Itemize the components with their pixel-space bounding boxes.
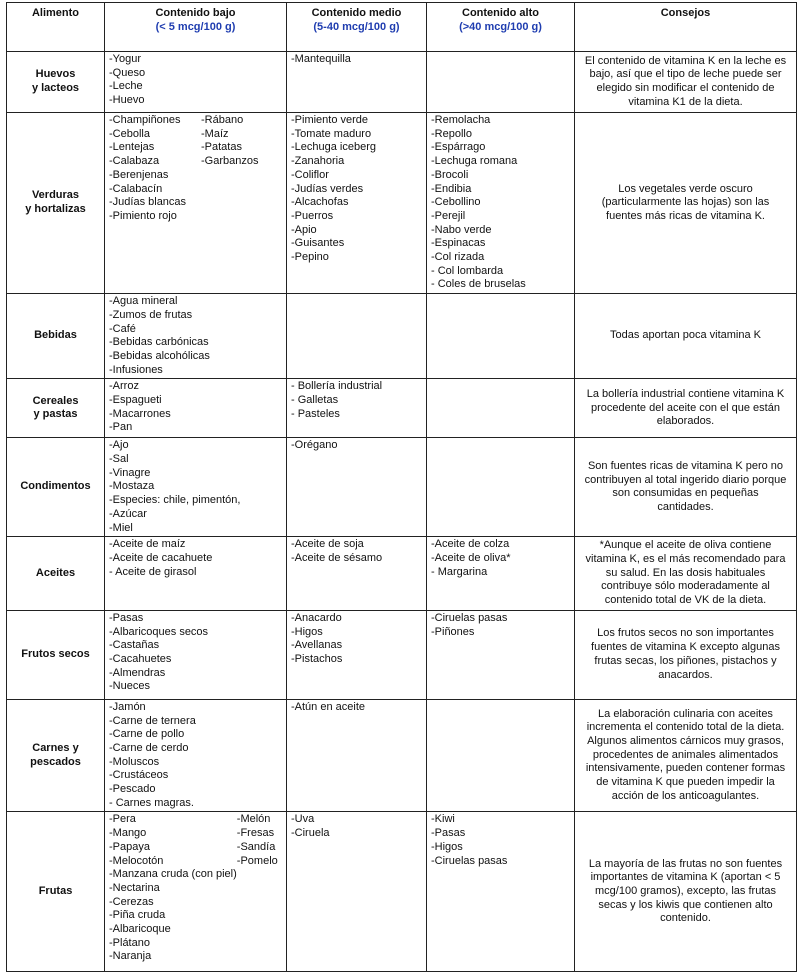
list-item: -Pescado: [109, 783, 156, 796]
list-item: -Cebolla: [109, 127, 150, 140]
list-item: -Plátano: [109, 936, 150, 949]
list-item: -Albaricoque: [109, 923, 171, 936]
list-item: -Jamón: [109, 700, 146, 713]
list-item: -Piña cruda: [109, 909, 166, 922]
food-category-line: y hortalizas: [25, 203, 86, 216]
list-item: -Remolacha: [431, 114, 491, 126]
list-item: -Mostaza: [109, 480, 155, 493]
high-content-cell: [427, 52, 575, 113]
medium-content-cell: [287, 537, 427, 611]
food-category-line: Verduras: [31, 189, 80, 202]
list-item: -Agua mineral: [109, 295, 178, 308]
list-item: -Pasas: [431, 827, 466, 840]
medium-content-cell: [287, 52, 427, 113]
high-content-cell: [427, 537, 575, 611]
list-item: -Vinagre: [109, 466, 151, 479]
list-item: -Espárrago: [431, 141, 486, 154]
low-content-cell: [105, 812, 287, 972]
list-item: -Pimiento rojo: [109, 209, 177, 222]
table-row: [7, 537, 797, 611]
advice-cell: *Aunque el aceite de oliva contiene vitamina K, es el más recomendado para su salud. En las dosis habituales contribuye sólo moderadamente al contenido total de VK de la dieta.: [575, 537, 797, 611]
high-content-cell: [427, 812, 575, 972]
medium-content-cell: [287, 699, 427, 812]
header-contenido-alto: Contenido alto (>40 mcg/100 g): [427, 3, 575, 52]
list-item: -Espagueti: [109, 394, 162, 407]
food-category-line: Frutos secos: [21, 647, 90, 660]
food-category-line: pescados: [30, 755, 81, 768]
list-item: -Naranja: [109, 950, 152, 963]
list-item: -Pera: [109, 813, 136, 826]
list-item: -Judías verdes: [291, 182, 364, 195]
list-item: -Nueces: [109, 680, 150, 693]
list-item: -Pomelo: [236, 854, 278, 867]
list-item: -Albaricoques secos: [109, 625, 209, 638]
list-item: -Bebidas carbónicas: [109, 336, 209, 349]
list-item: -Anacardo: [291, 611, 342, 624]
list-item: -Miel: [109, 521, 133, 534]
list-item: -Queso: [109, 66, 146, 79]
list-item: -Castañas: [109, 639, 160, 652]
list-item: -Mango: [109, 827, 147, 840]
list-item: -Aceite de sésamo: [291, 551, 383, 564]
low-content-cell: [105, 610, 287, 699]
list-item: -Tomate maduro: [291, 127, 372, 140]
high-content-cell: [427, 379, 575, 438]
high-content-cell: [427, 294, 575, 379]
list-item: -Carne de ternera: [109, 714, 196, 727]
list-item: -Calabaza: [109, 155, 160, 168]
list-item: -Higos: [291, 625, 323, 638]
medium-content-cell: [287, 812, 427, 972]
list-item: -Aceite de soja: [291, 538, 364, 551]
list-item: -Col rizada: [431, 251, 485, 264]
list-item: -Alcachofas: [291, 196, 349, 209]
food-category-line: Carnes y: [32, 741, 79, 754]
list-item: -Ciruelas pasas: [431, 611, 508, 624]
list-item: -Ciruelas pasas: [431, 854, 508, 867]
advice-cell: Son fuentes ricas de vitamina K pero no contribuyen al total ingerido diario porque son consumidas en pequeñas cantidades.: [575, 438, 797, 537]
list-item: -Pasas: [109, 611, 144, 624]
list-item: -Yogur: [109, 53, 142, 65]
table-row: [7, 610, 797, 699]
list-item: -Melón: [236, 813, 271, 826]
list-item: -Nectarina: [109, 881, 160, 894]
food-category-line: Huevos: [35, 68, 76, 81]
advice-cell: La bollería industrial contiene vitamina K procedente del aceite con el que están elaborados.: [575, 379, 797, 438]
list-item: -Lentejas: [109, 141, 155, 154]
list-item: -Rábano: [201, 114, 244, 126]
list-item: -Carne de cerdo: [109, 741, 189, 754]
list-item: -Judías blancas: [109, 196, 187, 209]
list-item: -Infusiones: [109, 363, 163, 376]
food-category: [7, 610, 105, 699]
list-item: - Pasteles: [291, 407, 340, 420]
list-item: -Patatas: [201, 141, 242, 154]
list-item: -Arroz: [109, 380, 139, 393]
list-item: -Coliflor: [291, 168, 329, 181]
list-item: -Zanahoria: [291, 155, 345, 168]
header-consejos: Consejos: [575, 3, 797, 52]
list-item: -Lechuga romana: [431, 155, 518, 168]
list-item: -Aceite de colza: [431, 538, 510, 551]
list-item: -Piñones: [431, 625, 475, 638]
low-content-cell: [105, 113, 287, 294]
list-item: -Manzana cruda (con piel): [109, 868, 237, 881]
list-item: -Avellanas: [291, 639, 343, 652]
list-item: -Espinacas: [431, 237, 486, 250]
range-medio: (5-40 mcg/100 g): [313, 20, 400, 33]
list-item: -Perejil: [431, 209, 466, 222]
list-item: -Calabacín: [109, 182, 163, 195]
list-item: -Champiñones: [109, 114, 181, 126]
high-content-cell: [427, 699, 575, 812]
list-item: -Ciruela: [291, 827, 330, 840]
table-row: [7, 699, 797, 812]
food-category-line: Cereales: [32, 394, 79, 407]
list-item: -Azúcar: [109, 507, 147, 520]
list-item: -Brocoli: [431, 168, 469, 181]
list-item: -Moluscos: [109, 755, 160, 768]
low-content-cell: [105, 294, 287, 379]
table-row: [7, 294, 797, 379]
low-content-cell: [105, 379, 287, 438]
medium-content-cell: [287, 294, 427, 379]
table-row: [7, 379, 797, 438]
low-content-cell: [105, 537, 287, 611]
list-item: - Aceite de girasol: [109, 565, 197, 578]
list-item: -Atún en aceite: [291, 700, 365, 713]
food-category: [7, 438, 105, 537]
medium-content-cell: [287, 438, 427, 537]
list-item: -Huevo: [109, 94, 145, 107]
food-category-line: y lacteos: [31, 82, 80, 94]
list-item: -Endibia: [431, 182, 472, 195]
food-category: [7, 812, 105, 972]
high-content-cell: [427, 113, 575, 294]
list-item: -Pan: [109, 421, 133, 434]
list-item: -Carne de pollo: [109, 728, 185, 741]
food-category-line: y pastas: [33, 408, 78, 421]
list-item: -Orégano: [291, 439, 338, 452]
medium-content-cell: [287, 113, 427, 294]
list-item: - Galletas: [291, 394, 339, 407]
food-category-line: Condimentos: [20, 480, 91, 493]
table-row: [7, 113, 797, 294]
vitamin-k-table: [6, 2, 797, 972]
food-category: [7, 294, 105, 379]
table-row: [7, 812, 797, 972]
advice-cell: Los vegetales verde oscuro (particularmente las hojas) son las fuentes más ricas de vitamina K.: [575, 113, 797, 294]
high-content-cell: [427, 438, 575, 537]
range-alto: (>40 mcg/100 g): [459, 20, 542, 33]
list-item: -Bebidas alcohólicas: [109, 349, 210, 362]
list-item: -Aceite de oliva*: [431, 551, 511, 564]
table-row: [7, 438, 797, 537]
list-item: -Sal: [109, 453, 129, 466]
list-item: -Almendras: [109, 666, 166, 679]
list-item: -Guisantes: [291, 237, 345, 250]
range-bajo: (< 5 mcg/100 g): [155, 20, 236, 33]
list-item: -Café: [109, 322, 136, 335]
food-category-line: Aceites: [35, 566, 76, 579]
list-item: -Uva: [291, 813, 315, 826]
list-item: -Higos: [431, 840, 463, 853]
list-item: -Cebollino: [431, 196, 481, 209]
list-item: -Melocotón: [109, 854, 164, 867]
list-item: -Zumos de frutas: [109, 308, 193, 321]
advice-cell: Los frutos secos no son importantes fuentes de vitamina K excepto algunas frutas secas, los piñones, pistachos y anacardos.: [575, 610, 797, 699]
list-item: - Col lombarda: [431, 264, 504, 277]
list-item: -Pimiento verde: [291, 114, 369, 126]
list-item: -Garbanzos: [201, 155, 259, 168]
low-content-cell: [105, 699, 287, 812]
list-item: - Bollería industrial: [291, 380, 383, 393]
list-item: -Macarrones: [109, 407, 171, 420]
list-item: -Especies: chile, pimentón,: [109, 494, 241, 507]
list-item: -Apio: [291, 223, 317, 236]
list-item: -Cerezas: [109, 895, 154, 908]
advice-cell: La mayoría de las frutas no son fuentes importantes de vitamina K (aportan < 5 mcg/100 gramos), excepto, las frutas secas y los kiwis que contienen alto contenido.: [575, 812, 797, 972]
list-item: -Berenjenas: [109, 168, 169, 181]
list-item: -Repollo: [431, 127, 472, 140]
list-item: -Nabo verde: [431, 223, 492, 236]
list-item: -Maíz: [201, 127, 229, 140]
header-contenido-medio: Contenido medio (5-40 mcg/100 g): [287, 3, 427, 52]
advice-cell: Todas aportan poca vitamina K: [575, 294, 797, 379]
list-item: -Kiwi: [431, 813, 455, 826]
food-category-line: Frutas: [38, 885, 73, 898]
list-item: -Lechuga iceberg: [291, 141, 377, 154]
list-item: -Leche: [109, 80, 143, 93]
header-alimento: Alimento: [7, 3, 105, 52]
table-row: [7, 52, 797, 113]
food-category: [7, 379, 105, 438]
list-item: -Fresas: [236, 827, 275, 840]
list-item: -Pepino: [291, 251, 329, 264]
list-item: -Puerros: [291, 209, 334, 222]
list-item: -Ajo: [109, 439, 129, 452]
header-contenido-bajo: Contenido bajo (< 5 mcg/100 g): [105, 3, 287, 52]
list-item: -Sandía: [236, 840, 276, 853]
list-item: - Coles de bruselas: [431, 278, 526, 291]
advice-cell: El contenido de vitamina K en la leche es bajo, así que el tipo de leche puede ser elegido sin modificar el contenido de vitamina K1 de la dieta.: [575, 52, 797, 113]
list-item: -Aceite de maíz: [109, 538, 186, 551]
medium-content-cell: [287, 379, 427, 438]
list-item: -Mantequilla: [291, 53, 351, 65]
list-item: - Carnes magras.: [109, 796, 194, 809]
medium-content-cell: [287, 610, 427, 699]
list-item: -Papaya: [109, 840, 150, 853]
low-content-cell: [105, 438, 287, 537]
low-content-cell: [105, 52, 287, 113]
advice-cell: La elaboración culinaria con aceites incrementa el contenido total de la dieta. Algunos alimentos cárnicos muy grasos, procedentes de animales alimentados intensivamente, pueden contener formas de vitamina K que pueden impedir la acción de los anticoagulantes.: [575, 699, 797, 812]
food-category-line: Bebidas: [34, 329, 77, 342]
food-category: [7, 699, 105, 812]
food-category: [7, 537, 105, 611]
list-item: -Pistachos: [291, 652, 343, 665]
list-item: -Cacahuetes: [109, 652, 172, 665]
high-content-cell: [427, 610, 575, 699]
list-item: - Margarina: [431, 565, 488, 578]
header-row: [7, 3, 797, 52]
food-category: [7, 113, 105, 294]
list-item: -Crustáceos: [109, 769, 169, 782]
food-category: [7, 52, 105, 113]
list-item: -Aceite de cacahuete: [109, 551, 213, 564]
